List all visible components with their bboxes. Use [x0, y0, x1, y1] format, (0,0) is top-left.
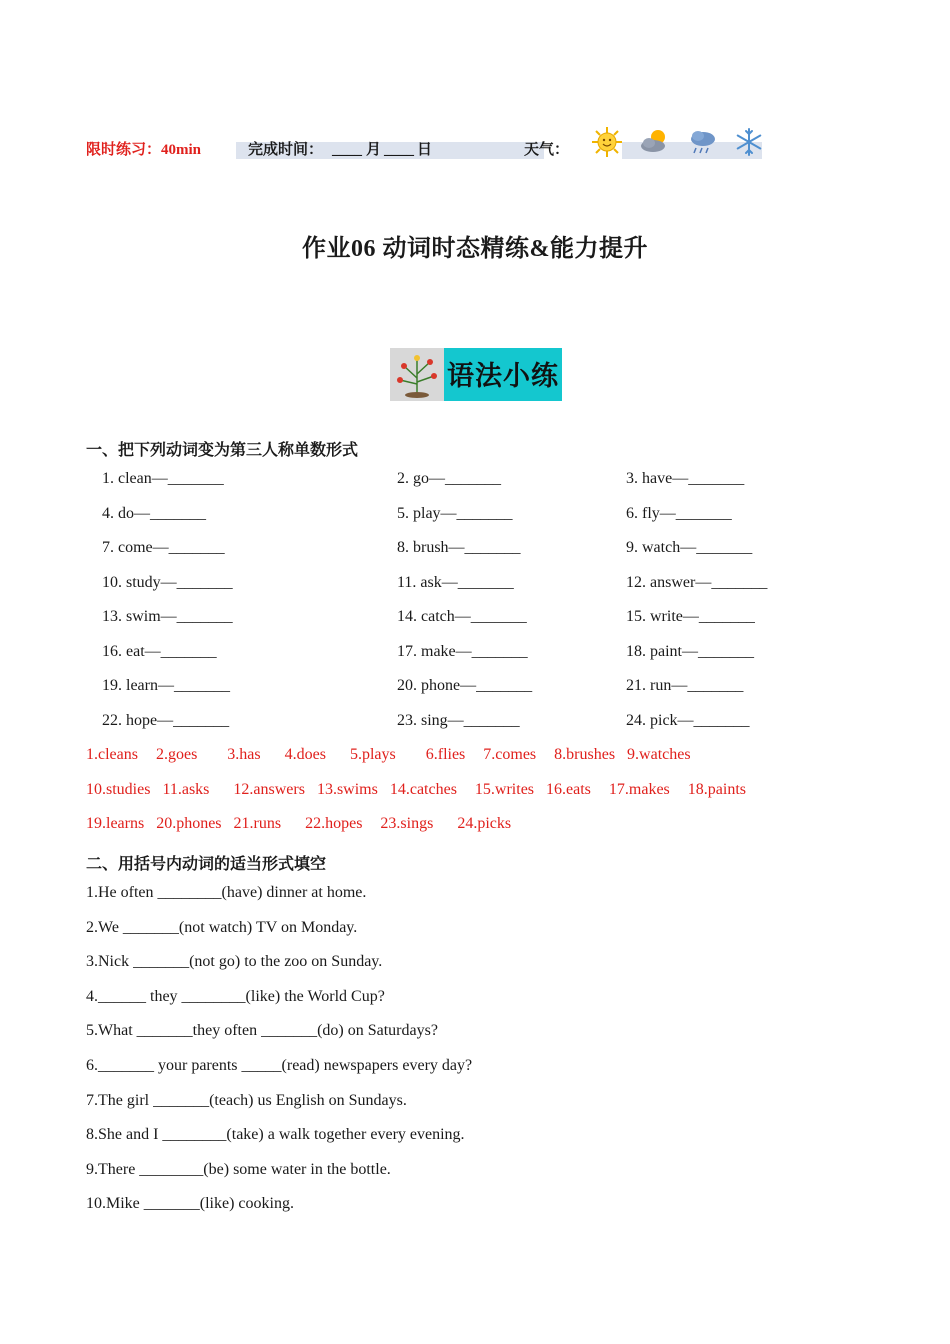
grammar-practice-banner [390, 348, 562, 401]
verb-item[interactable]: 6. fly—_______ [626, 504, 732, 522]
verb-item[interactable]: 1. clean—_______ [102, 470, 224, 487]
exercise-item[interactable]: 5.What _______they often _______(do) on Saturdays? [86, 1022, 438, 1040]
answer-line: 19.learns 20.phones 21.runs 22.hopes 23.sings 24.picks [86, 815, 512, 832]
month-label: 月 [366, 142, 382, 158]
plant-icon [390, 348, 444, 401]
exercise-item[interactable]: 4.______ they ________(like) the World Cup? [86, 987, 385, 1005]
verb-item[interactable]: 15. write—_______ [626, 608, 755, 625]
section1-heading: 一、把下列动词变为第三人称单数形式 [86, 442, 359, 459]
verb-item[interactable]: 24. pick—_______ [626, 711, 750, 729]
verb-item[interactable]: 7. come—_______ [102, 539, 225, 556]
exercise-item[interactable]: 10.Mike _______(like) cooking. [86, 1195, 294, 1213]
verb-item[interactable]: 23. sing—_______ [397, 711, 520, 729]
verb-item[interactable]: 4. do—_______ [102, 504, 206, 522]
verb-item[interactable]: 13. swim—_______ [102, 608, 233, 625]
banner-label: 语法小练 [444, 348, 562, 401]
exercise-item[interactable]: 9.There ________(be) some water in the bottle. [86, 1160, 391, 1178]
verb-item[interactable]: 22. hope—_______ [102, 711, 230, 729]
section2-heading: 二、用括号内动词的适当形式填空 [86, 856, 327, 873]
day-label: 日 [417, 142, 433, 158]
verb-item[interactable]: 12. answer—_______ [626, 573, 768, 591]
time-limit-label: 限时练习：40min [86, 142, 202, 158]
verb-item[interactable]: 21. run—_______ [626, 677, 744, 694]
exercise-item[interactable]: 3.Nick _______(not go) to the zoo on Sunday. [86, 953, 383, 971]
verb-item[interactable]: 8. brush—_______ [397, 539, 521, 556]
exercise-item[interactable]: 1.He often ________(have) dinner at home. [86, 884, 367, 901]
verb-item[interactable]: 14. catch—_______ [397, 608, 527, 625]
verb-item[interactable]: 19. learn—_______ [102, 677, 230, 694]
snowflake-icon[interactable] [732, 125, 766, 159]
sun-icon[interactable] [590, 125, 624, 159]
verb-item[interactable]: 2. go—_______ [397, 470, 501, 487]
month-blank[interactable]: ____ [332, 142, 362, 158]
rain-cloud-icon[interactable] [686, 125, 720, 159]
header-bar [86, 139, 762, 161]
verb-item[interactable]: 18. paint—_______ [626, 642, 754, 660]
verb-item[interactable]: 3. have—_______ [626, 470, 745, 487]
verb-item[interactable]: 17. make—_______ [397, 642, 528, 660]
finish-time-label: 完成时间： [248, 142, 324, 158]
verb-item[interactable]: 20. phone—_______ [397, 677, 533, 694]
answer-line: 1.cleans 2.goes 3.has 4.does 5.plays 6.flies 7.comes 8.brushes 9.watches [86, 746, 691, 763]
exercise-item[interactable]: 2.We _______(not watch) TV on Monday. [86, 918, 358, 936]
verb-item[interactable]: 9. watch—_______ [626, 539, 753, 556]
verb-item[interactable]: 5. play—_______ [397, 504, 513, 522]
answer-line: 10.studies 11.asks 12.answers 13.swims 14.catches 15.writes 16.eats 17.makes 18.paints [86, 780, 746, 798]
weather-label: 天气： [524, 142, 570, 158]
document-title: 作业06 动词时态精练&能力提升 [302, 236, 648, 262]
verb-item[interactable]: 11. ask—_______ [397, 573, 514, 591]
day-blank[interactable]: ____ [384, 142, 414, 158]
exercise-item[interactable]: 6._______ your parents _____(read) newspapers every day? [86, 1057, 473, 1074]
partly-cloudy-icon[interactable] [638, 125, 672, 159]
exercise-item[interactable]: 7.The girl _______(teach) us English on Sundays. [86, 1091, 407, 1109]
verb-item[interactable]: 10. study—_______ [102, 573, 233, 591]
verb-item[interactable]: 16. eat—_______ [102, 642, 217, 660]
exercise-item[interactable]: 8.She and I ________(take) a walk together every evening. [86, 1126, 465, 1144]
